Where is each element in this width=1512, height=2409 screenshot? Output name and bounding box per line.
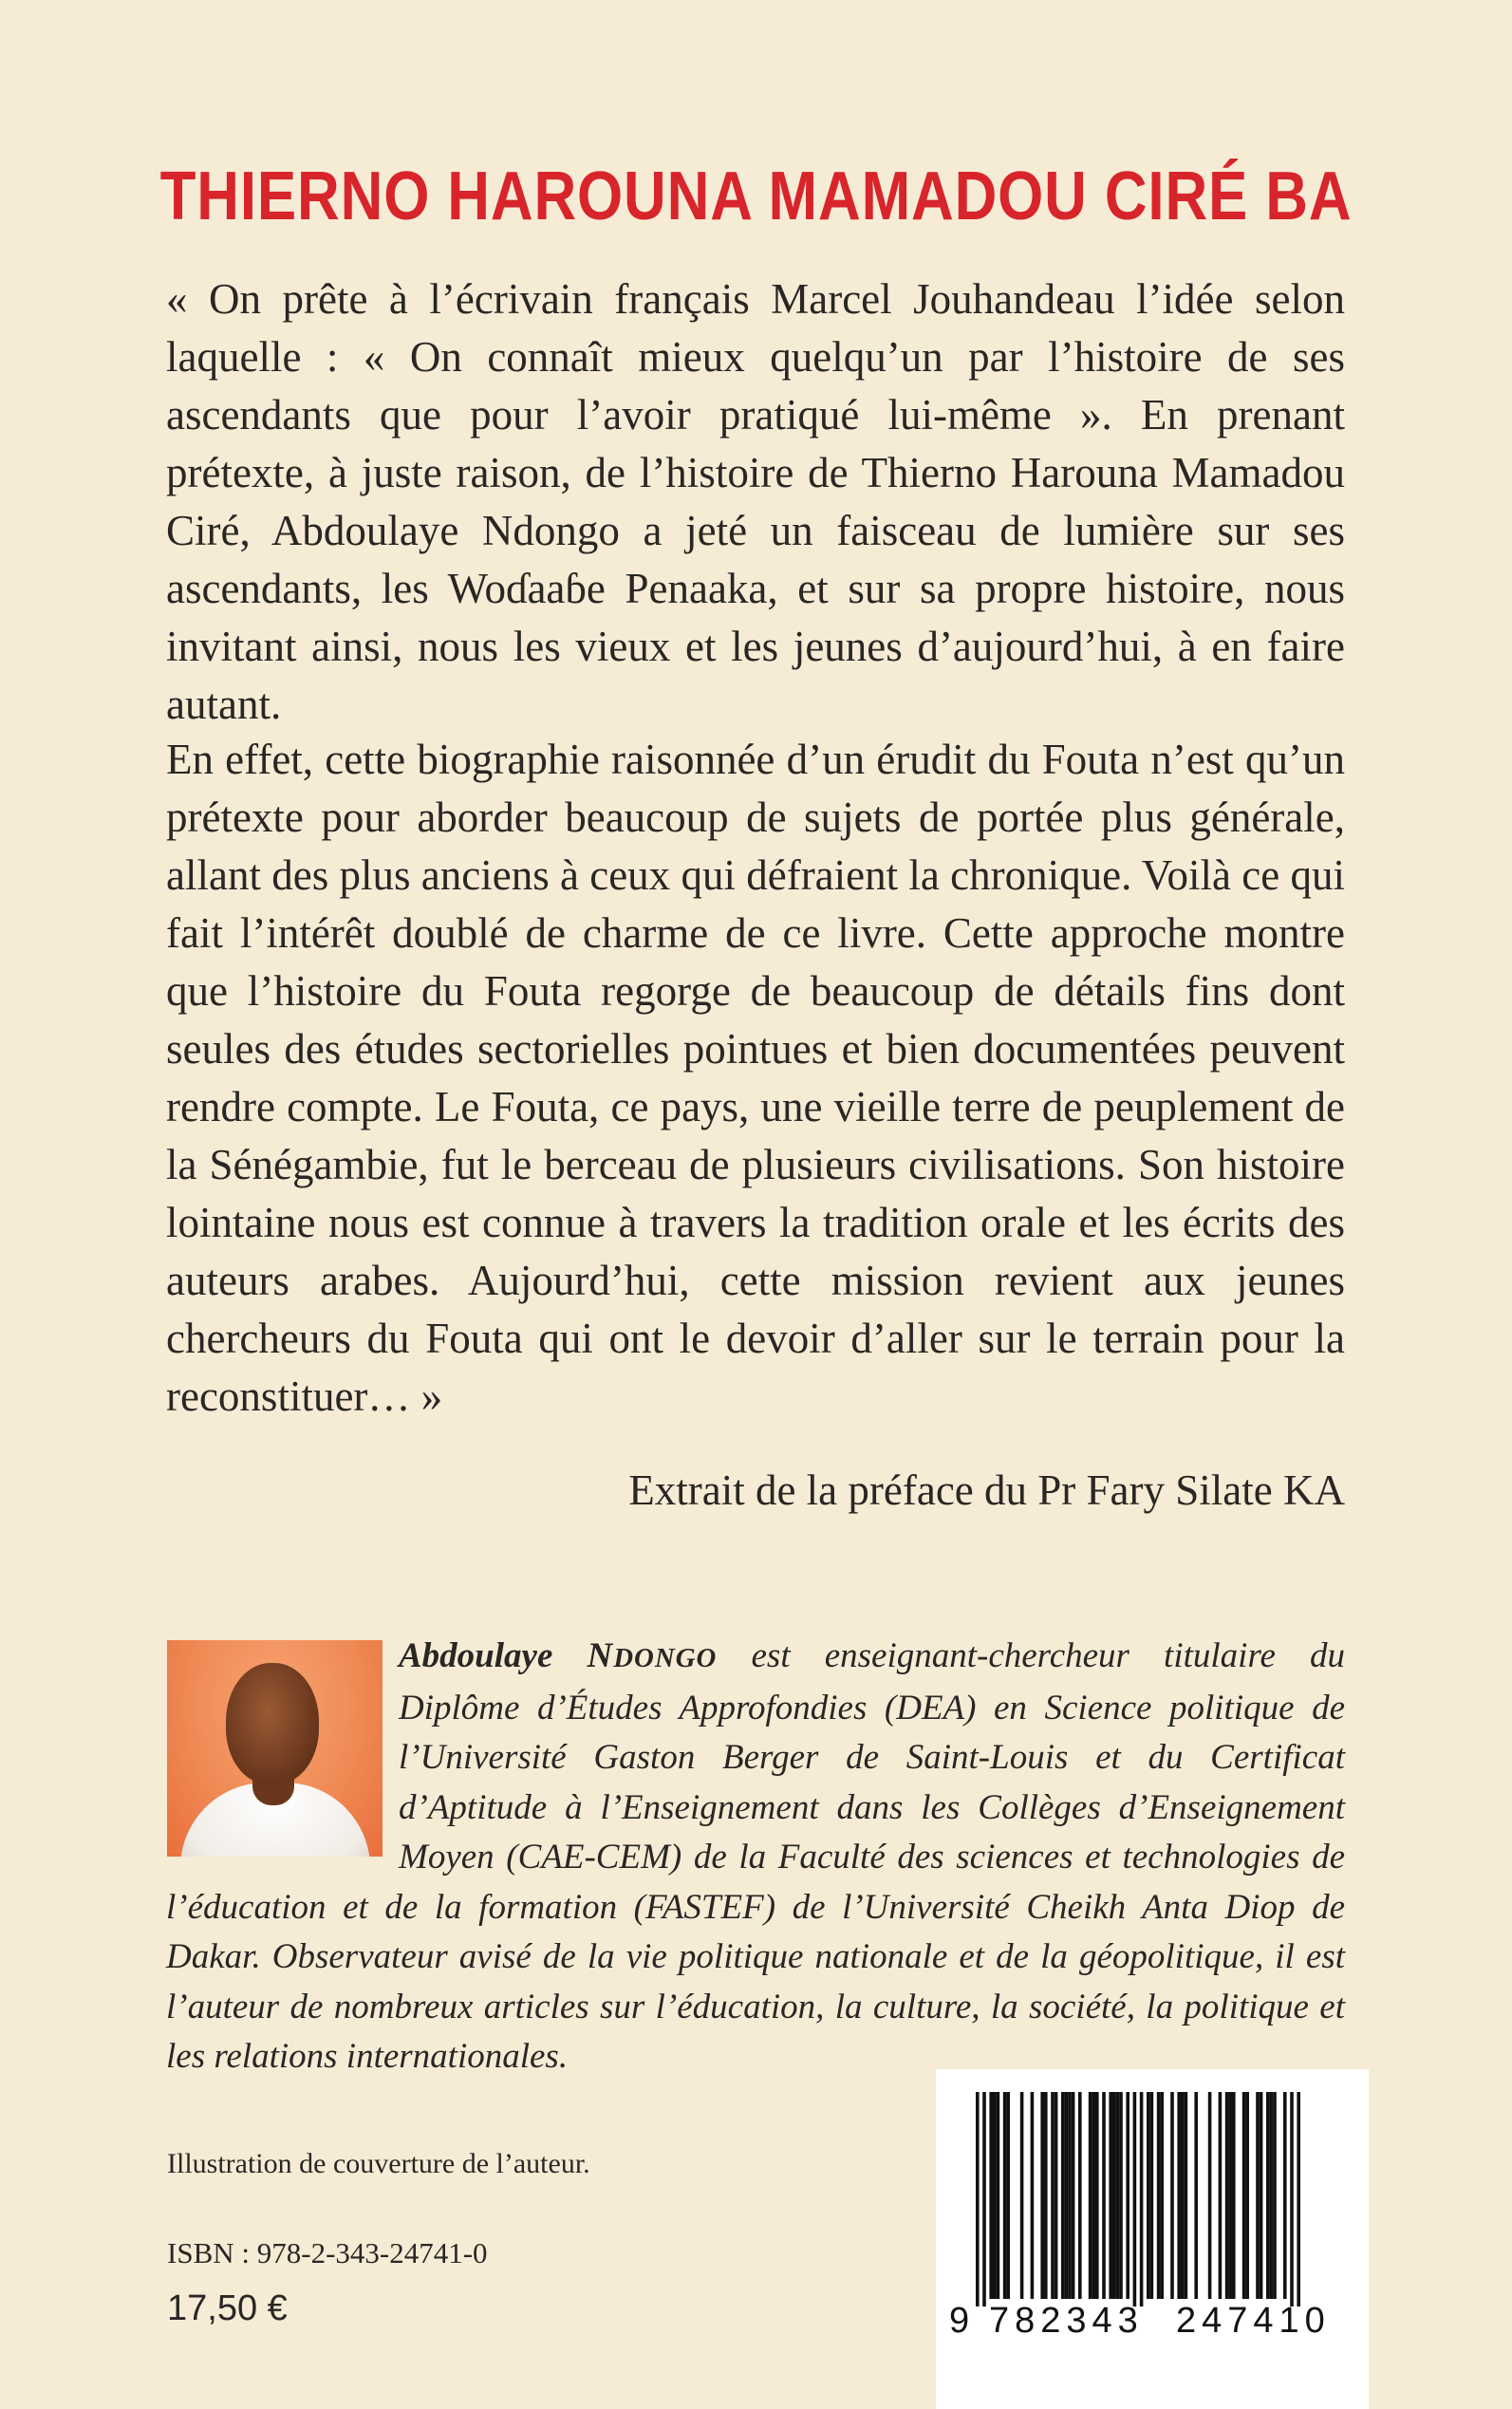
barcode-bar	[1232, 2092, 1236, 2299]
barcode-bars	[936, 2069, 1369, 2306]
barcode-bar	[1061, 2092, 1065, 2299]
barcode-bar	[989, 2092, 993, 2299]
barcode-bar	[1170, 2092, 1174, 2299]
barcode-bar	[1228, 2092, 1232, 2299]
barcode-bar	[1208, 2092, 1212, 2299]
barcode-bar	[1283, 2092, 1287, 2299]
price: 17,50 €	[167, 2288, 288, 2328]
barcode-bar	[1092, 2092, 1095, 2299]
barcode-bar	[1225, 2092, 1229, 2299]
barcode-bar	[1297, 2092, 1300, 2306]
barcode-bar	[1160, 2092, 1164, 2299]
barcode-bar	[1150, 2092, 1154, 2299]
author-bio	[166, 1631, 1345, 2082]
barcode-bar	[1072, 2092, 1075, 2299]
barcode-bar	[982, 2092, 986, 2306]
barcode-bar	[1003, 2092, 1007, 2299]
barcode-bar	[1089, 2092, 1092, 2299]
barcode-bar	[1068, 2092, 1072, 2299]
barcode-bar	[1119, 2092, 1123, 2299]
barcode-bar	[1140, 2092, 1144, 2306]
barcode-bar	[1031, 2092, 1035, 2299]
barcode-bar	[1020, 2092, 1024, 2299]
barcode-bar	[1273, 2092, 1277, 2299]
barcode-bar	[1266, 2092, 1270, 2299]
barcode-left-group: 782343	[989, 2301, 1144, 2341]
barcode-bar	[1157, 2092, 1161, 2299]
barcode-bar	[1290, 2092, 1294, 2306]
barcode-bar	[1102, 2092, 1106, 2299]
barcode-bar	[1219, 2092, 1223, 2299]
barcode-bar	[1078, 2092, 1082, 2299]
barcode-bar	[1181, 2092, 1185, 2299]
author-last-name: NDONGO	[587, 1635, 718, 1674]
barcode-bar	[1044, 2092, 1048, 2299]
preface-paragraph-1: « On prête à l’écrivain français Marcel Jouhandeau l’idée selon laquelle : « On connaît mieux quelqu’un par l’histoire de ses ascendants que pour l’avoir pratiqué lui-même ». En prenant prétexte, à juste raison, de l’histoire de Thierno Harouna Mamadou Ciré, Abdoulaye Ndongo a jeté un faisceau de lumière sur ses ascendants, les Woɗaaɓe Penaaka, et sur sa propre histoire, nous invitant ainsi, nous les vieux et les jeunes d’aujourd’hui, à en faire autant.	[166, 275, 1345, 728]
book-title: THIERNO HAROUNA MAMADOU CIRÉ BA	[159, 159, 1353, 235]
barcode-bar	[1095, 2092, 1099, 2299]
barcode-bar	[1040, 2092, 1044, 2299]
barcode-bar	[976, 2092, 980, 2306]
barcode-bar	[1242, 2092, 1246, 2299]
barcode	[936, 2069, 1369, 2409]
barcode-bar	[1185, 2092, 1188, 2299]
barcode-bar	[1055, 2092, 1058, 2299]
preface-attribution: Extrait de la préface du Pr Fary Silate KA	[628, 1466, 1345, 1514]
barcode-bar	[1147, 2092, 1150, 2299]
barcode-digits	[936, 2299, 1369, 2344]
barcode-bar	[1260, 2092, 1263, 2299]
barcode-right-group: 247410	[1176, 2301, 1331, 2341]
barcode-bar	[993, 2092, 997, 2299]
illustration-credit: Illustration de couverture de l’auteur.	[167, 2148, 590, 2179]
preface-paragraph-2: En effet, cette biographie raisonnée d’un érudit du Fouta n’est qu’un prétexte pour aborder beaucoup de sujets de portée plus générale, allant des plus anciens à ceux qui défraient la chronique. Voilà ce qui fait l’intérêt doublé de charme de ce livre. Cette approche montre que l’histoire du Fouta regorge de beaucoup de détails fins dont seules des études sectorielles pointues et bien documentées peuvent rendre compte. Le Fouta, ce pays, une vieille terre de peuplement de la Sénégambie, fut le berceau de plusieurs civilisations. Son histoire lointaine nous est connue à travers la tradition orale et les écrits des auteurs arabes. Aujourd’hui, cette mission revient aux jeunes chercheurs du Fouta qui ont le devoir d’aller sur le terrain pour la reconstituer… »	[166, 736, 1345, 1420]
barcode-bar	[1194, 2092, 1198, 2299]
barcode-bar	[1133, 2092, 1137, 2306]
isbn: ISBN : 978-2-343-24741-0	[167, 2236, 488, 2269]
barcode-bar	[1109, 2092, 1112, 2299]
author-name: Abdoulaye NDONGO	[399, 1635, 718, 1675]
barcode-bar	[1051, 2092, 1055, 2299]
barcode-bar	[1270, 2092, 1274, 2299]
barcode-bar	[997, 2092, 1000, 2299]
barcode-bar	[1177, 2092, 1181, 2299]
barcode-bar	[1112, 2092, 1116, 2299]
barcode-first-digit: 9	[949, 2301, 970, 2341]
barcode-bar	[1116, 2092, 1120, 2299]
barcode-bar	[1126, 2092, 1129, 2299]
author-bio-text: est enseignant-chercheur titulaire du Diplôme d’Études Approfondies (DEA) en Science politique de l’Université Gaston Berger de Saint-Louis et du Certificat d’Aptitude à l’Enseignement dans les Collèges d’Enseignement Moyen (CAE-CEM) de la Faculté des sciences et technologies de l’éducation et de la formation (FASTEF) de l’Université Cheikh Anta Diop de Dakar. Observateur avisé de la vie politique nationale et de la géopolitique, il est l’auteur de nombreux articles sur l’éducation, la culture, la société, la politique et les relations internationales.	[166, 1636, 1346, 2076]
barcode-bar	[1065, 2092, 1069, 2299]
barcode-bar	[1006, 2092, 1010, 2299]
barcode-bar	[1256, 2092, 1260, 2299]
barcode-bar	[1245, 2092, 1249, 2299]
